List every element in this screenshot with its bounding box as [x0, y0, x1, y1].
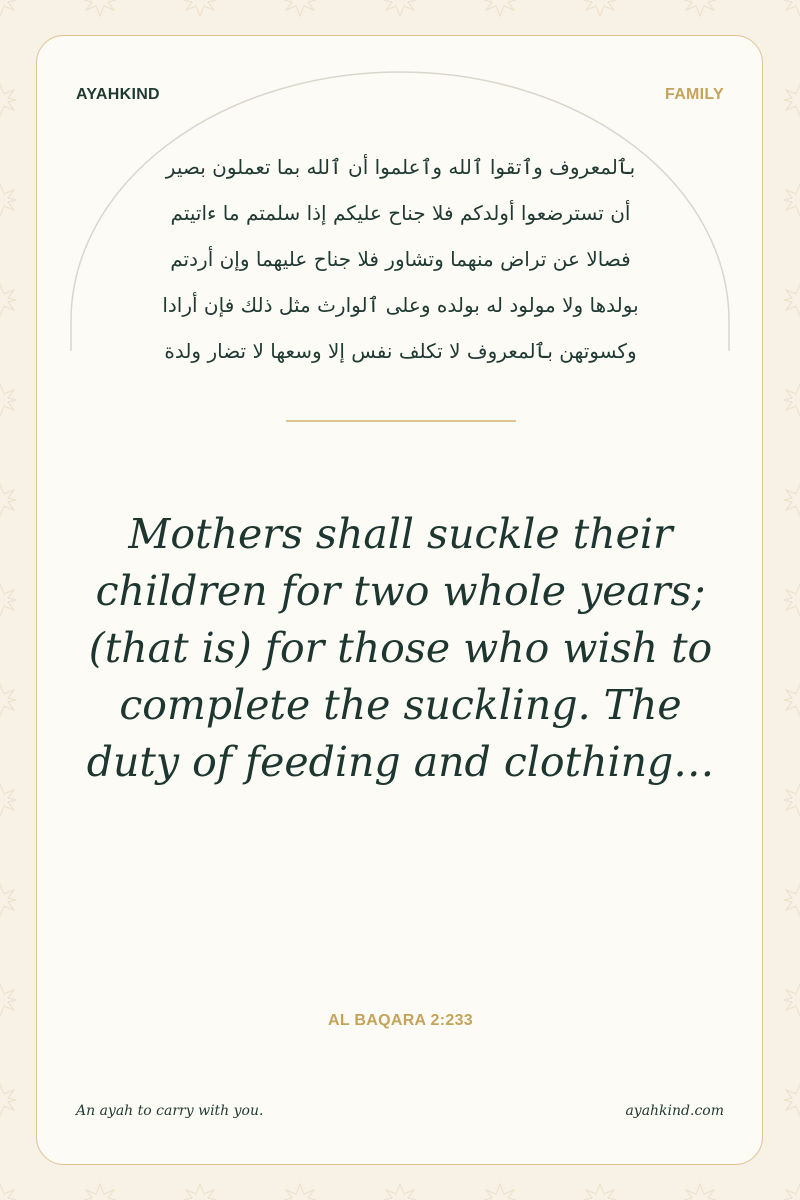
arabic-line: بٱلمعروف وٱتقوا ٱلله وٱعلموا أن ٱلله بما تعملون بصير [165, 155, 636, 179]
arabic-line: بولدها ولا مولود له بولده وعلى ٱلوارث مثل ذلك فإن أرادا [162, 293, 639, 317]
arabic-line: وكسوتهن بٱلمعروف لا تكلف نفس إلا وسعها لا تضار ولدة [164, 339, 637, 363]
translation-text [77, 506, 724, 791]
translation-line: complete the suckling. The [119, 681, 682, 729]
translation-line: Mothers shall suckle their [128, 510, 673, 558]
divider [286, 420, 516, 422]
brand-label: AYAHKIND [76, 86, 160, 103]
footer-site: ayahkind.com [625, 1103, 724, 1119]
translation-line: (that is) for those who wish to [88, 624, 713, 672]
category-label: FAMILY [665, 86, 724, 103]
footer-tagline: An ayah to carry with you. [76, 1103, 264, 1119]
arabic-line: أن تسترضعوا أولدكم فلا جناح عليكم إذا سلمتم ما ءاتيتم [170, 201, 631, 225]
arabic-line: فصالا عن تراض منهما وتشاور فلا جناح عليهما وإن أردتم [170, 247, 631, 271]
translation-line: children for two whole years; [95, 567, 706, 615]
arabic-text [89, 144, 712, 374]
translation-line: duty of feeding and clothing… [86, 738, 715, 786]
ayah-card [36, 35, 763, 1165]
ayah-reference: AL BAQARA 2:233 [328, 1012, 473, 1029]
